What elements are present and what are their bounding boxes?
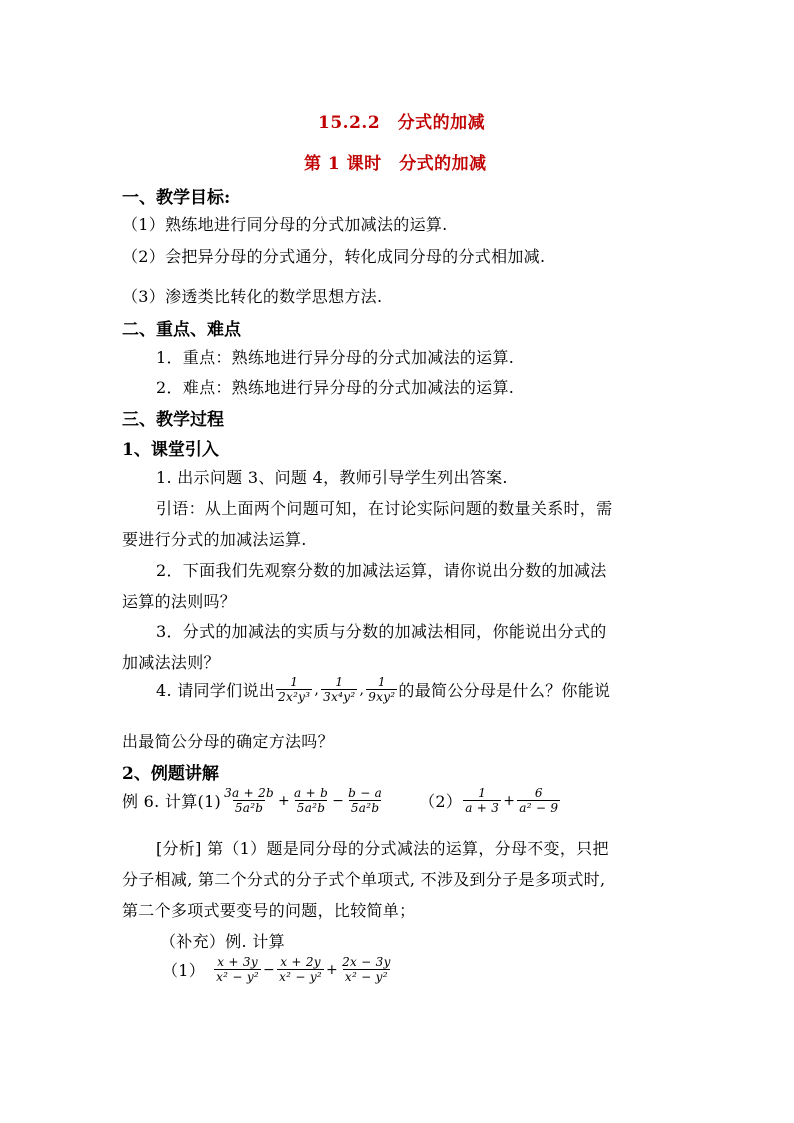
example-6-line xyxy=(122,786,561,815)
objective-item-3: （3）渗透类比转化的数学思想方法. xyxy=(122,287,383,306)
example-6-fraction-2-denominator: 5a²b xyxy=(296,801,326,815)
example-6-fraction-1 xyxy=(222,786,276,815)
intro-paragraph-3-line-1: 2．下面我们先观察分数的加减法运算，请你说出分数的加减法 xyxy=(156,561,607,580)
fraction-2-numerator: 1 xyxy=(335,675,344,689)
keypoint-item-2: 2．难点：熟练地进行异分母的分式加减法的运算. xyxy=(156,378,515,397)
example-6-part-2-fraction-1-numerator: 1 xyxy=(478,786,487,800)
section-objectives-heading: 一、教学目标: xyxy=(122,188,231,208)
example-6-part-2-fraction-2-numerator: 6 xyxy=(534,786,543,800)
example-6-part-2-fraction-2 xyxy=(517,786,560,815)
analysis-line-3: 第二个多项式要变号的问题，比较简单； xyxy=(122,901,416,920)
supplement-example-label: （1） xyxy=(162,961,206,980)
fraction-3-denominator: 9xy² xyxy=(368,690,396,704)
intro-paragraph-5-line-1 xyxy=(156,675,610,704)
comma-2: , xyxy=(359,681,365,698)
objective-item-2: （2）会把异分母的分式通分，转化成同分母的分式相加减. xyxy=(122,247,546,266)
intro-paragraph-1: 1. 出示问题 3、问题 4，教师引导学生列出答案. xyxy=(156,468,508,487)
example-6-fraction-2-numerator: a + b xyxy=(294,786,329,800)
supplement-fraction-1-numerator: x + 3y xyxy=(217,955,258,969)
example-6-part-2-fraction-1-denominator: a + 3 xyxy=(465,801,500,815)
intro-paragraph-5-line-2: 出最简公分母的确定方法吗？ xyxy=(122,732,334,751)
fraction-1-denominator: 2x²y³ xyxy=(278,690,311,704)
objective-item-1: （1）熟练地进行同分母的分式加减法的运算. xyxy=(122,215,448,234)
examples-heading: 2、例题讲解 xyxy=(122,764,219,784)
keypoint-item-1: 1．重点：熟练地进行异分母的分式加减法的运算. xyxy=(156,348,515,367)
example-6-part-2-label: （2） xyxy=(419,792,463,811)
example-6-fraction-3-denominator: 5a²b xyxy=(350,801,380,815)
comma-1: , xyxy=(314,681,320,698)
fraction-1-numerator: 1 xyxy=(290,675,299,689)
section-keypoints-heading: 二、重点、难点 xyxy=(122,320,241,340)
supplement-fraction-2 xyxy=(277,955,324,984)
plus-sign: + xyxy=(503,792,516,809)
intro-paragraph-2-line-2: 要进行分式的加减法运算. xyxy=(122,530,307,549)
example-6-fraction-3 xyxy=(346,786,384,815)
intro-heading: 1、课堂引入 xyxy=(122,440,219,460)
section-process-heading: 三、教学过程 xyxy=(122,410,224,430)
supplement-fraction-2-numerator: x + 2y xyxy=(280,955,321,969)
intro-paragraph-2-line-1: 引语：从上面两个问题可知，在讨论实际问题的数量关系时，需 xyxy=(156,499,613,518)
example-6-part-2-fraction-1 xyxy=(463,786,501,815)
fraction-2 xyxy=(321,675,357,704)
minus-sign: − xyxy=(263,961,276,978)
page-subtitle: 第 1 课时 分式的加减 xyxy=(304,154,487,174)
intro-paragraph-3-line-2: 运算的法则吗？ xyxy=(122,592,237,611)
example-6-fraction-2 xyxy=(292,786,330,815)
plus-sign: + xyxy=(278,792,291,809)
supplement-fraction-1-denominator: x² − y² xyxy=(216,970,260,984)
minus-sign: − xyxy=(332,792,345,809)
plus-sign: + xyxy=(326,961,339,978)
supplement-fraction-3 xyxy=(340,955,393,984)
supplement-fraction-3-numerator: 2x − 3y xyxy=(342,955,391,969)
supplement-heading: （补充）例. 计算 xyxy=(160,932,285,951)
example-6-fraction-1-numerator: 3a + 2b xyxy=(224,786,274,800)
fraction-1 xyxy=(276,675,312,704)
supplement-example-line xyxy=(162,955,394,984)
intro-paragraph-4-line-2: 加减法法则？ xyxy=(122,653,220,672)
analysis-line-2: 分子相减, 第二个分式的分子式个单项式, 不涉及到分子是多项式时, xyxy=(122,870,606,889)
intro-paragraph-4-line-1: 3．分式的加减法的实质与分数的加减法相同，你能说出分式的 xyxy=(156,622,607,641)
fraction-3-numerator: 1 xyxy=(377,675,386,689)
fraction-2-denominator: 3x⁴y² xyxy=(323,690,356,704)
analysis-line-1: [分析] 第（1）题是同分母的分式减法的运算，分母不变，只把 xyxy=(156,839,609,858)
intro-paragraph-5-pre: 4. 请同学们说出 xyxy=(156,681,276,700)
fraction-3 xyxy=(366,675,397,704)
page-title: 15.2.2 分式的加减 xyxy=(318,113,486,133)
intro-paragraph-5-post: 的最简公分母是什么？你能说 xyxy=(398,681,611,700)
example-6-fraction-1-denominator: 5a²b xyxy=(234,801,264,815)
example-6-label: 例 6. 计算(1) xyxy=(122,792,222,811)
example-6-part-2-fraction-2-denominator: a² − 9 xyxy=(519,801,559,815)
supplement-fraction-2-denominator: x² − y² xyxy=(279,970,323,984)
example-6-fraction-3-numerator: b − a xyxy=(348,786,383,800)
supplement-fraction-3-denominator: x² − y² xyxy=(344,970,388,984)
supplement-fraction-1 xyxy=(214,955,261,984)
